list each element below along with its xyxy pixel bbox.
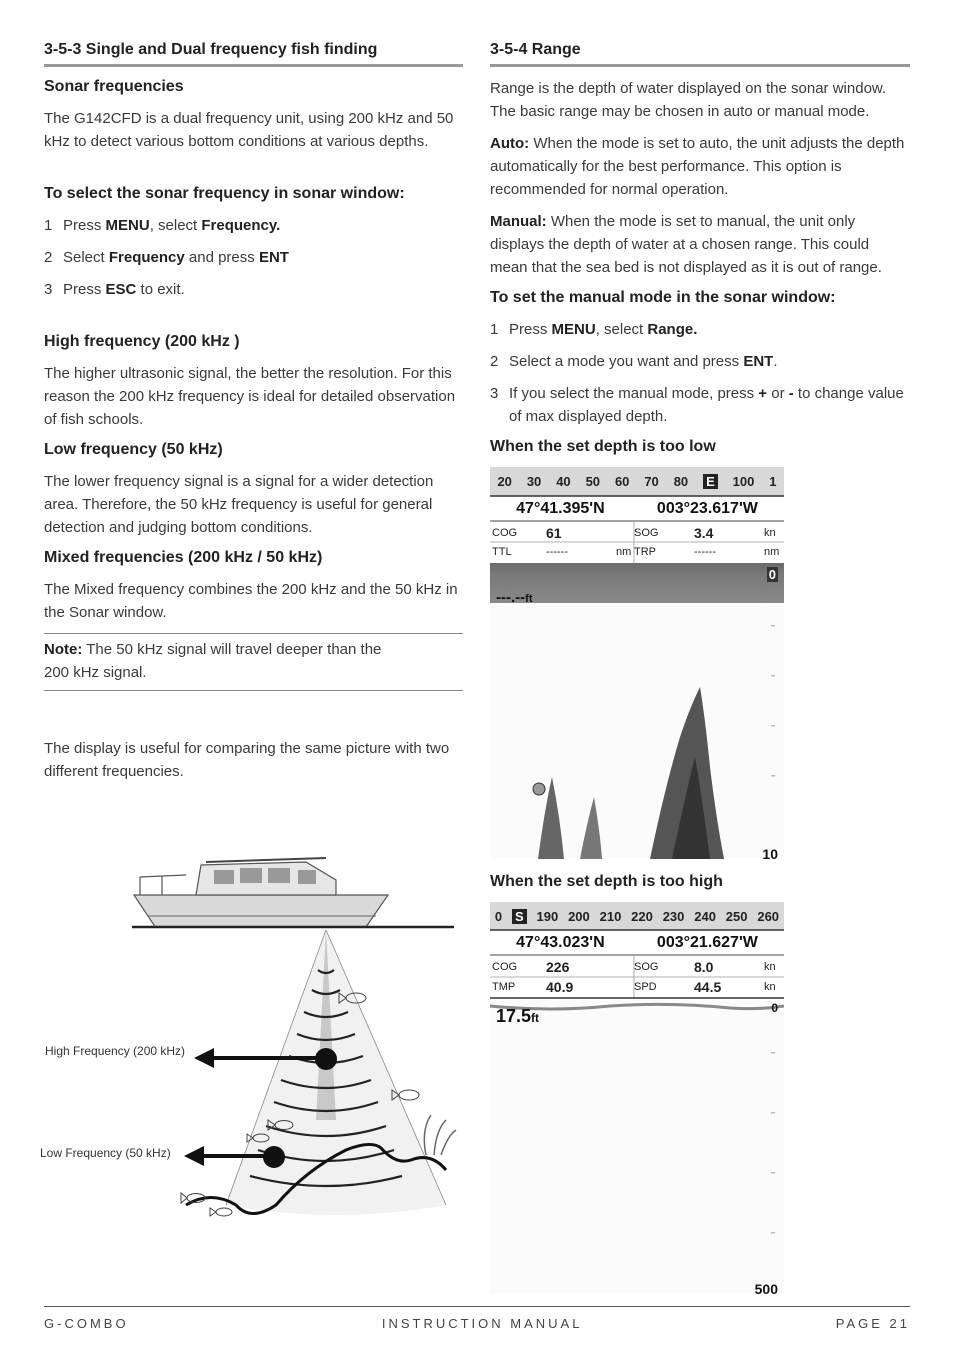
high-frequency-label: High Frequency (200 kHz) xyxy=(45,1044,186,1058)
scale-bar-low: 20 30 40 50 60 70 80 E 100 1 xyxy=(497,474,777,489)
note-text: The 50 kHz signal will travel deeper than the 200 kHz signal. xyxy=(44,641,382,681)
section-title-range: 3-5-4 Range xyxy=(490,40,910,67)
section-title-frequency: 3-5-3 Single and Dual frequency fish finding xyxy=(44,40,463,67)
range-step-3: 3 If you select the manual mode, press + or - to change value of max displayed depth. xyxy=(490,385,904,425)
step-1: 1 Press MENU, select Frequency. xyxy=(44,217,281,234)
range-step-2: 2 Select a mode you want and press ENT. xyxy=(490,353,778,370)
low-frequency-heading: Low frequency (50 kHz) xyxy=(44,441,223,458)
sonar-screen-too-high xyxy=(490,902,784,1299)
low-frequency-label: Low Frequency (50 kHz) xyxy=(40,1146,171,1160)
sonar-frequencies-text: The G142CFD is a dual frequency unit, using 200 kHz and 50 kHz to detect various bottom conditions at various depths. xyxy=(44,110,454,150)
zero-marker-low: 0 xyxy=(768,567,776,582)
high-frequency-heading: High frequency (200 kHz ) xyxy=(44,333,240,350)
scale-bar-high: 0 S 190 200 210 220 230 240 250 260 xyxy=(494,908,780,924)
boat-sonar-illustration xyxy=(36,830,466,1230)
data-rows-low: COG 61 SOG 3.4 kn TTL ------ nm TRP ------ nm xyxy=(492,524,780,558)
max-depth-low: 10 xyxy=(762,846,778,862)
data-rows-high: COG 226 SOG 8.0 kn TMP 40.9 SPD 44.5 kn xyxy=(492,959,776,995)
boat-icon xyxy=(134,858,388,927)
step-2: 2 Select Frequency and press ENT xyxy=(44,249,289,266)
too-low-heading: When the set depth is too low xyxy=(490,438,716,455)
sonar-frequencies-heading: Sonar frequencies xyxy=(44,78,184,95)
right-column xyxy=(490,40,910,1299)
footer-product: G-COMBO xyxy=(44,1316,129,1331)
page-footer xyxy=(44,1306,910,1331)
position-row-low: 47°41.395'N 003°23.617'W xyxy=(516,500,758,517)
footer-page-number: PAGE 21 xyxy=(835,1316,910,1331)
position-row-high: 47°43.023'N 003°21.627'W xyxy=(516,934,758,951)
auto-paragraph: Auto: When the mode is set to auto, the unit adjusts the depth automatically for the best performance. This option is recommended for normal operation. xyxy=(490,135,905,198)
too-high-heading: When the set depth is too high xyxy=(490,873,723,890)
step-3: 3 Press ESC to exit. xyxy=(44,281,185,298)
depth-readout-high: 17.5ft xyxy=(496,1006,540,1026)
footer-manual: INSTRUCTION MANUAL xyxy=(381,1316,583,1331)
max-depth-high: 500 xyxy=(754,1281,778,1297)
range-step-1: 1 Press MENU, select Range. xyxy=(490,321,698,338)
mixed-frequency-heading: Mixed frequencies (200 kHz / 50 kHz) xyxy=(44,549,323,566)
zero-marker-high: 0 xyxy=(771,1001,778,1015)
low-frequency-text: The lower frequency signal is a signal for a wider detection area. Therefore, the 50 kHz frequency is useful for general detection and judging bottom conditions. xyxy=(44,473,434,536)
select-frequency-heading: To select the sonar frequency in sonar window: xyxy=(44,185,405,202)
range-intro-text: Range is the depth of water displayed on the sonar window. The basic range may be chosen in auto or manual mode. xyxy=(490,80,887,120)
low-frequency-arrow xyxy=(184,1146,285,1168)
depth-readout-low: ---.--ft xyxy=(496,589,533,606)
set-manual-heading: To set the manual mode in the sonar window: xyxy=(490,289,836,306)
seaweed-icon xyxy=(424,1115,456,1155)
sonar-screen-too-low xyxy=(490,467,784,864)
note-label: Note: xyxy=(44,641,83,658)
sonar-cone-diagram xyxy=(36,830,466,1230)
high-frequency-text: The higher ultrasonic signal, the better the resolution. For this reason the 200 kHz frequency is ideal for detailed observation of fish schools. xyxy=(44,365,456,428)
manual-paragraph: Manual: When the mode is set to manual, the unit only displays the depth of water at a chosen range. This could mean that the sea bed is not displayed as it is out of range. xyxy=(490,213,882,276)
display-text: The display is useful for comparing the same picture with two different frequencies. xyxy=(44,740,450,780)
mixed-frequency-text: The Mixed frequency combines the 200 kHz and the 50 kHz in the Sonar window. xyxy=(44,581,458,621)
left-column xyxy=(44,40,463,792)
note-box xyxy=(44,633,463,691)
